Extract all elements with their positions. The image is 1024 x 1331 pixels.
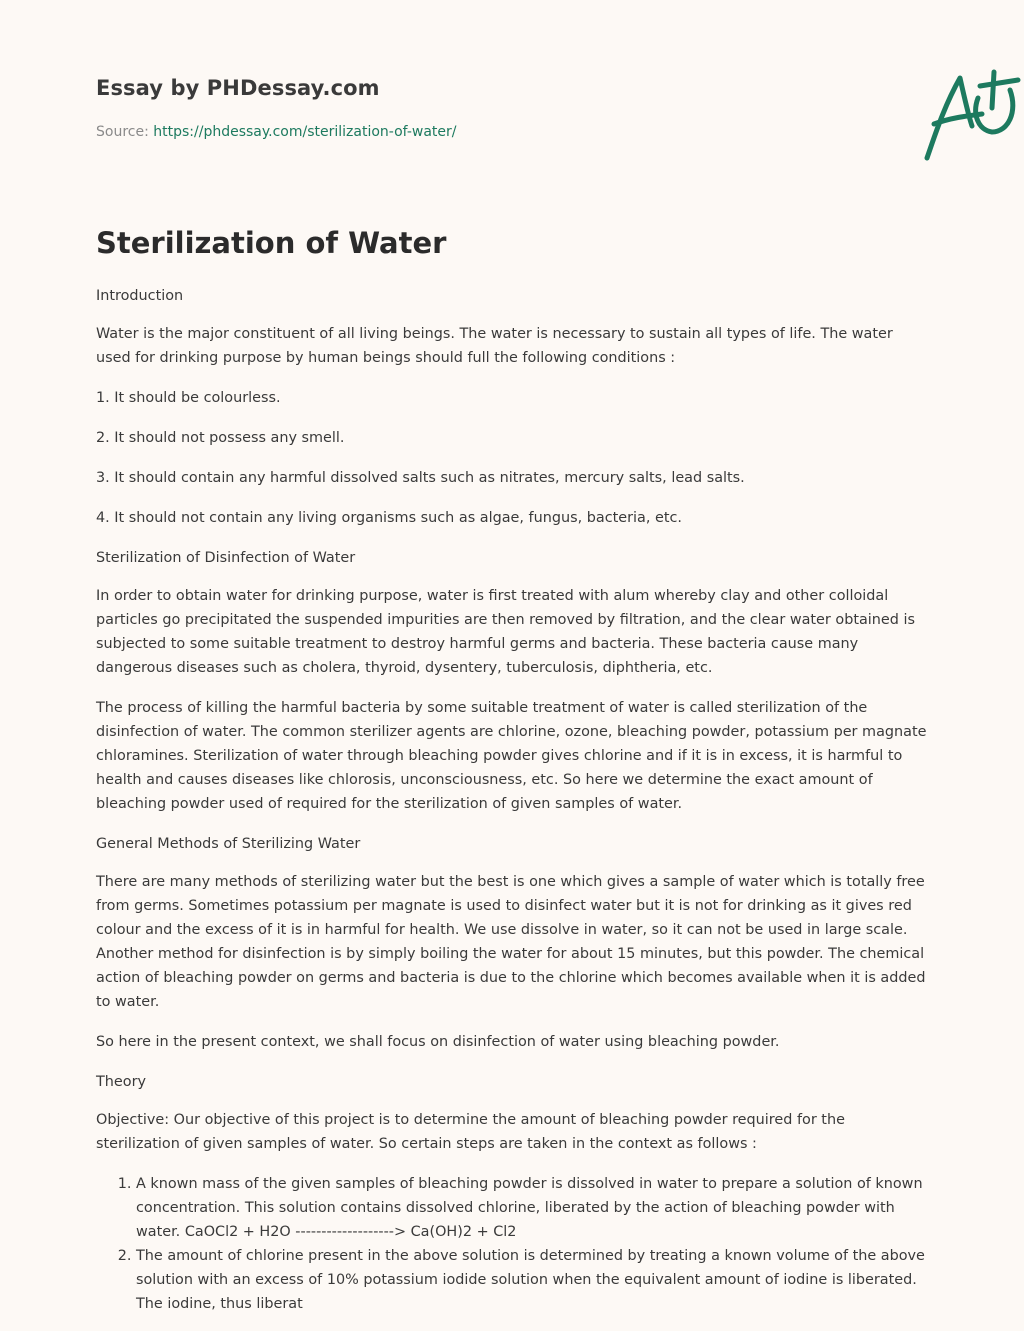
section-heading: General Methods of Sterilizing Water — [96, 836, 361, 852]
condition-item: 3. It should contain any harmful dissolved salts such as nitrates, mercury salts, lead salts. — [96, 470, 745, 486]
source-line — [96, 124, 457, 140]
paragraph: Objective: Our objective of this project is to determine the amount of bleaching powder required for the sterilization of given samples of water. So certain steps are taken in the context as follows : — [96, 1112, 845, 1152]
section-heading: Sterilization of Disinfection of Water — [96, 550, 356, 566]
step-item: 2. The amount of chlorine present in the above solution is determined by treating a known volume of the above solution with an excess of 10% potassium iodide solution when the equivalent amount of iodine is liberated. The iodine, thus liberat — [136, 1244, 928, 1316]
paragraph: In order to obtain water for drinking purpose, water is first treated with alum whereby clay and other colloidal particles go precipitated the suspended impurities are then removed by filtration, and the clear water obtained is subjected to some suitable treatment to destroy harmful germs and bacteria. These bacteria cause many dangerous diseases such as cholera, thyroid, dysentery, tuberculosis, diphtheria, etc. — [96, 588, 915, 676]
a-plus-logo-icon — [920, 68, 1024, 164]
paragraph: Water is the major constituent of all living beings. The water is necessary to sustain all types of life. The water used for drinking purpose by human beings should full the following conditions : — [96, 326, 893, 366]
essay-title: Sterilization of Water — [96, 226, 447, 260]
section-heading: Theory — [96, 1074, 147, 1090]
source-link[interactable]: https://phdessay.com/sterilization-of-water/ — [153, 124, 457, 140]
condition-item: 4. It should not contain any living organisms such as algae, fungus, bacteria, etc. — [96, 510, 682, 526]
paragraph: The process of killing the harmful bacteria by some suitable treatment of water is called sterilization of the disinfection of water. The common sterilizer agents are chlorine, ozone, bleaching powder, potassium per magnate chloramines. Sterilization of water through bleaching powder gives chlorine and if it is in excess, it is harmful to health and causes diseases like chlorosis, unconsciousness, etc. So here we determine the exact amount of bleaching powder used of required for the sterilization of given samples of water. — [96, 700, 927, 812]
condition-item: 1. It should be colourless. — [96, 390, 281, 406]
paragraph: There are many methods of sterilizing water but the best is one which gives a sample of water which is totally free from germs. Sometimes potassium per magnate is used to disinfect water but it is not for drinking as it gives red colour and the excess of it is in harmful for health. We use dissolve in water, so it can not be used in large scale. Another method for disinfection is by simply boiling the water for about 15 minutes, but this powder. The chemical action of bleaching powder on germs and bacteria is due to the chlorine which becomes available when it is added to water. — [96, 874, 926, 1010]
source-label: Source: — [96, 124, 154, 140]
section-heading: Introduction — [96, 288, 184, 304]
steps-list — [96, 1172, 928, 1316]
paragraph: So here in the present context, we shall focus on disinfection of water using bleaching powder. — [96, 1034, 780, 1050]
site-title: Essay by PHDessay.com — [96, 76, 380, 100]
condition-item: 2. It should not possess any smell. — [96, 430, 345, 446]
step-item: 1. A known mass of the given samples of bleaching powder is dissolved in water to prepare a solution of known concentration. This solution contains dissolved chlorine, liberated by the action of bleaching powder with water. CaOCl2 + H2O -------------------> Ca(OH)2 + Cl2 — [136, 1172, 928, 1244]
essay-body — [96, 284, 928, 1316]
